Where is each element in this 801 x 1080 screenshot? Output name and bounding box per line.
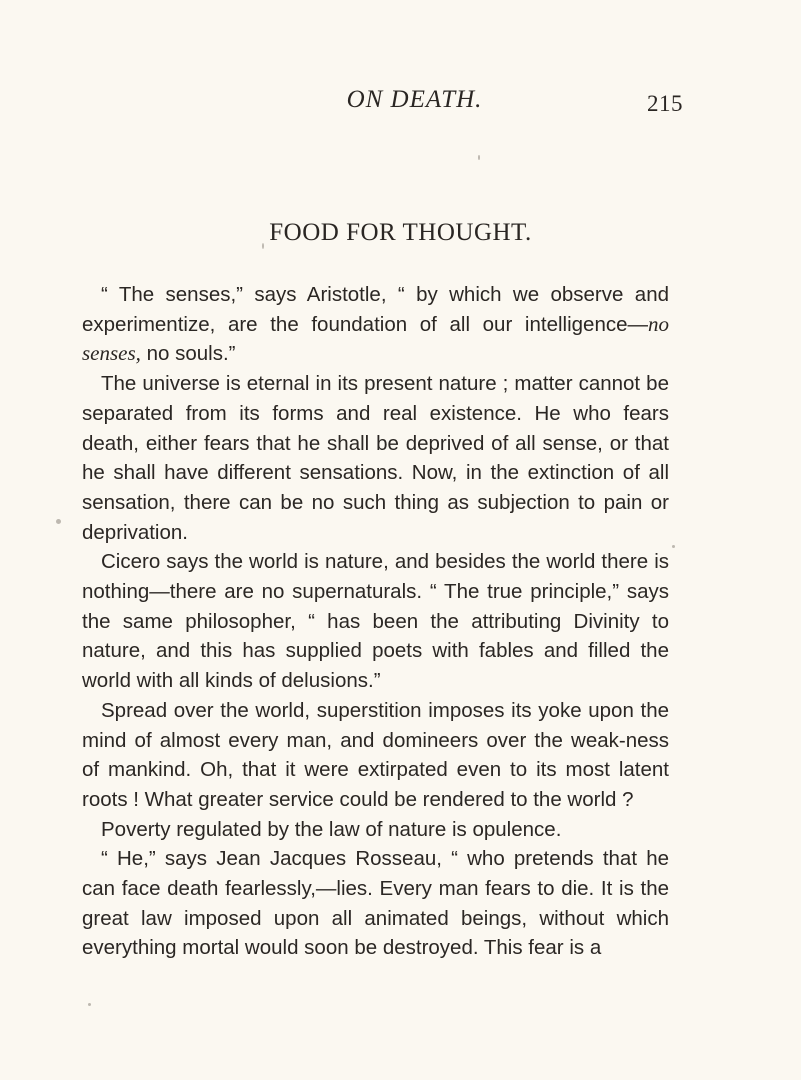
paragraph-1-text-b: no souls.” (140, 342, 236, 366)
paper-speck (262, 243, 264, 249)
paper-speck (672, 545, 675, 548)
paragraph-1 (82, 280, 669, 369)
body-text (82, 280, 669, 963)
page-number: 215 (647, 91, 683, 116)
paper-speck (478, 155, 480, 160)
paper-speck (56, 519, 61, 524)
paragraph-1-text-a: “ The senses,” says Aristotle, “ by which we observe and experimentize, are the foundation of all our intelligence— (82, 283, 669, 336)
paragraph-4: Spread over the world, superstition imposes its yoke upon the mind of almost every man, and domineers over the weak-ness of mankind. Oh, that it were extirpated even to its most latent roots ! What greater service could be rendered to the world ? (82, 698, 669, 811)
section-heading: FOOD FOR THOUGHT. (269, 219, 532, 246)
paragraph-1-italic: no senses, (82, 311, 669, 366)
paragraph-2: The universe is eternal in its present nature ; matter cannot be separated from its forms and real existence. He who fears death, either fears that he shall be deprived of all sense, or that he shall have different sensations. Now, in the extinction of all sensation, there can be no such thing as subjection to pain or deprivation. (82, 372, 669, 544)
paragraph-6: “ He,” says Jean Jacques Rosseau, “ who pretends that he can face death fearlessly,—lies. Every man fears to die. It is the great law imposed upon all animated beings, without which everything mortal would soon be destroyed. This fear is a (82, 847, 669, 960)
running-title: ON DEATH. (346, 86, 483, 113)
paper-speck (88, 1003, 91, 1006)
paragraph-3: Cicero says the world is nature, and besides the world there is nothing—there are no supernaturals. “ The true principle,” says the same philosopher, “ has been the attributing Divinity to nature, and this has supplied poets with fables and filled the world with all kinds of delusions.” (82, 550, 669, 693)
paragraph-5: Poverty regulated by the law of nature is opulence. (101, 817, 562, 841)
